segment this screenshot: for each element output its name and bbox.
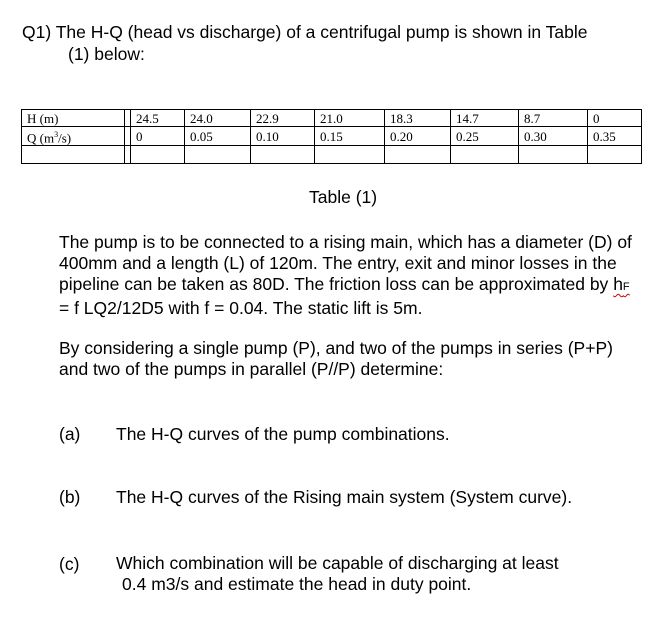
head-label-cell: H (m) — [22, 110, 125, 127]
head-cell: 24.5 — [131, 110, 185, 127]
table-row-empty — [22, 146, 642, 164]
item-a-text: The H-Q curves of the pump combinations. — [116, 424, 450, 444]
discharge-cell: 0.25 — [451, 127, 519, 146]
item-c-label: (c) — [59, 554, 80, 574]
question-line-1: Q1) The H-Q (head vs discharge) of a centrifugal pump is shown in Table — [22, 22, 588, 42]
discharge-cell: 0.20 — [385, 127, 451, 146]
head-cell: 24.0 — [185, 110, 251, 127]
item-b-text: The H-Q curves of the Rising main system (System curve). — [116, 487, 573, 507]
item-c-line-1: Which combination will be capable of discharging at least — [116, 553, 559, 573]
discharge-cell: 0 — [131, 127, 185, 146]
question-heading — [22, 21, 652, 65]
discharge-cell: 0.30 — [519, 127, 588, 146]
friction-symbol: hF — [613, 274, 630, 294]
head-cell: 21.0 — [315, 110, 385, 127]
intro-paragraph: The pump is to be connected to a rising main, which has a diameter (D) of 400mm and a length (L) of 120m. The entry, exit and minor losses in the pipeline can be taken as 80D. The friction loss can be approximated by hF = f LQ2/12D5 with f = 0.04. The static lift is 5m. — [59, 232, 632, 318]
table-row-head — [22, 110, 642, 127]
item-c-line-2: 0.4 m3/s and estimate the head in duty point. — [122, 574, 472, 594]
item-c-text — [116, 553, 636, 595]
table-caption: Table (1) — [309, 187, 378, 207]
discharge-cell: 0.35 — [588, 127, 642, 146]
hq-table — [21, 109, 642, 164]
head-cell: 0 — [588, 110, 642, 127]
head-cell: 22.9 — [251, 110, 315, 127]
item-a-label: (a) — [59, 424, 81, 444]
question-line-2: (1) below: — [68, 44, 145, 64]
item-b-label: (b) — [59, 487, 81, 507]
discharge-label-cell: Q $(m^3/s)$ — [22, 127, 125, 146]
discharge-cell: 0.10 — [251, 127, 315, 146]
table-row-discharge — [22, 127, 642, 146]
scope-paragraph: By considering a single pump (P), and two of the pumps in series (P+P) and two of the pumps in parallel (P//P) determine: — [59, 338, 613, 379]
discharge-cell: 0.15 — [315, 127, 385, 146]
discharge-cell: 0.05 — [185, 127, 251, 146]
head-cell: 8.7 — [519, 110, 588, 127]
head-cell: 14.7 — [451, 110, 519, 127]
head-cell: 18.3 — [385, 110, 451, 127]
